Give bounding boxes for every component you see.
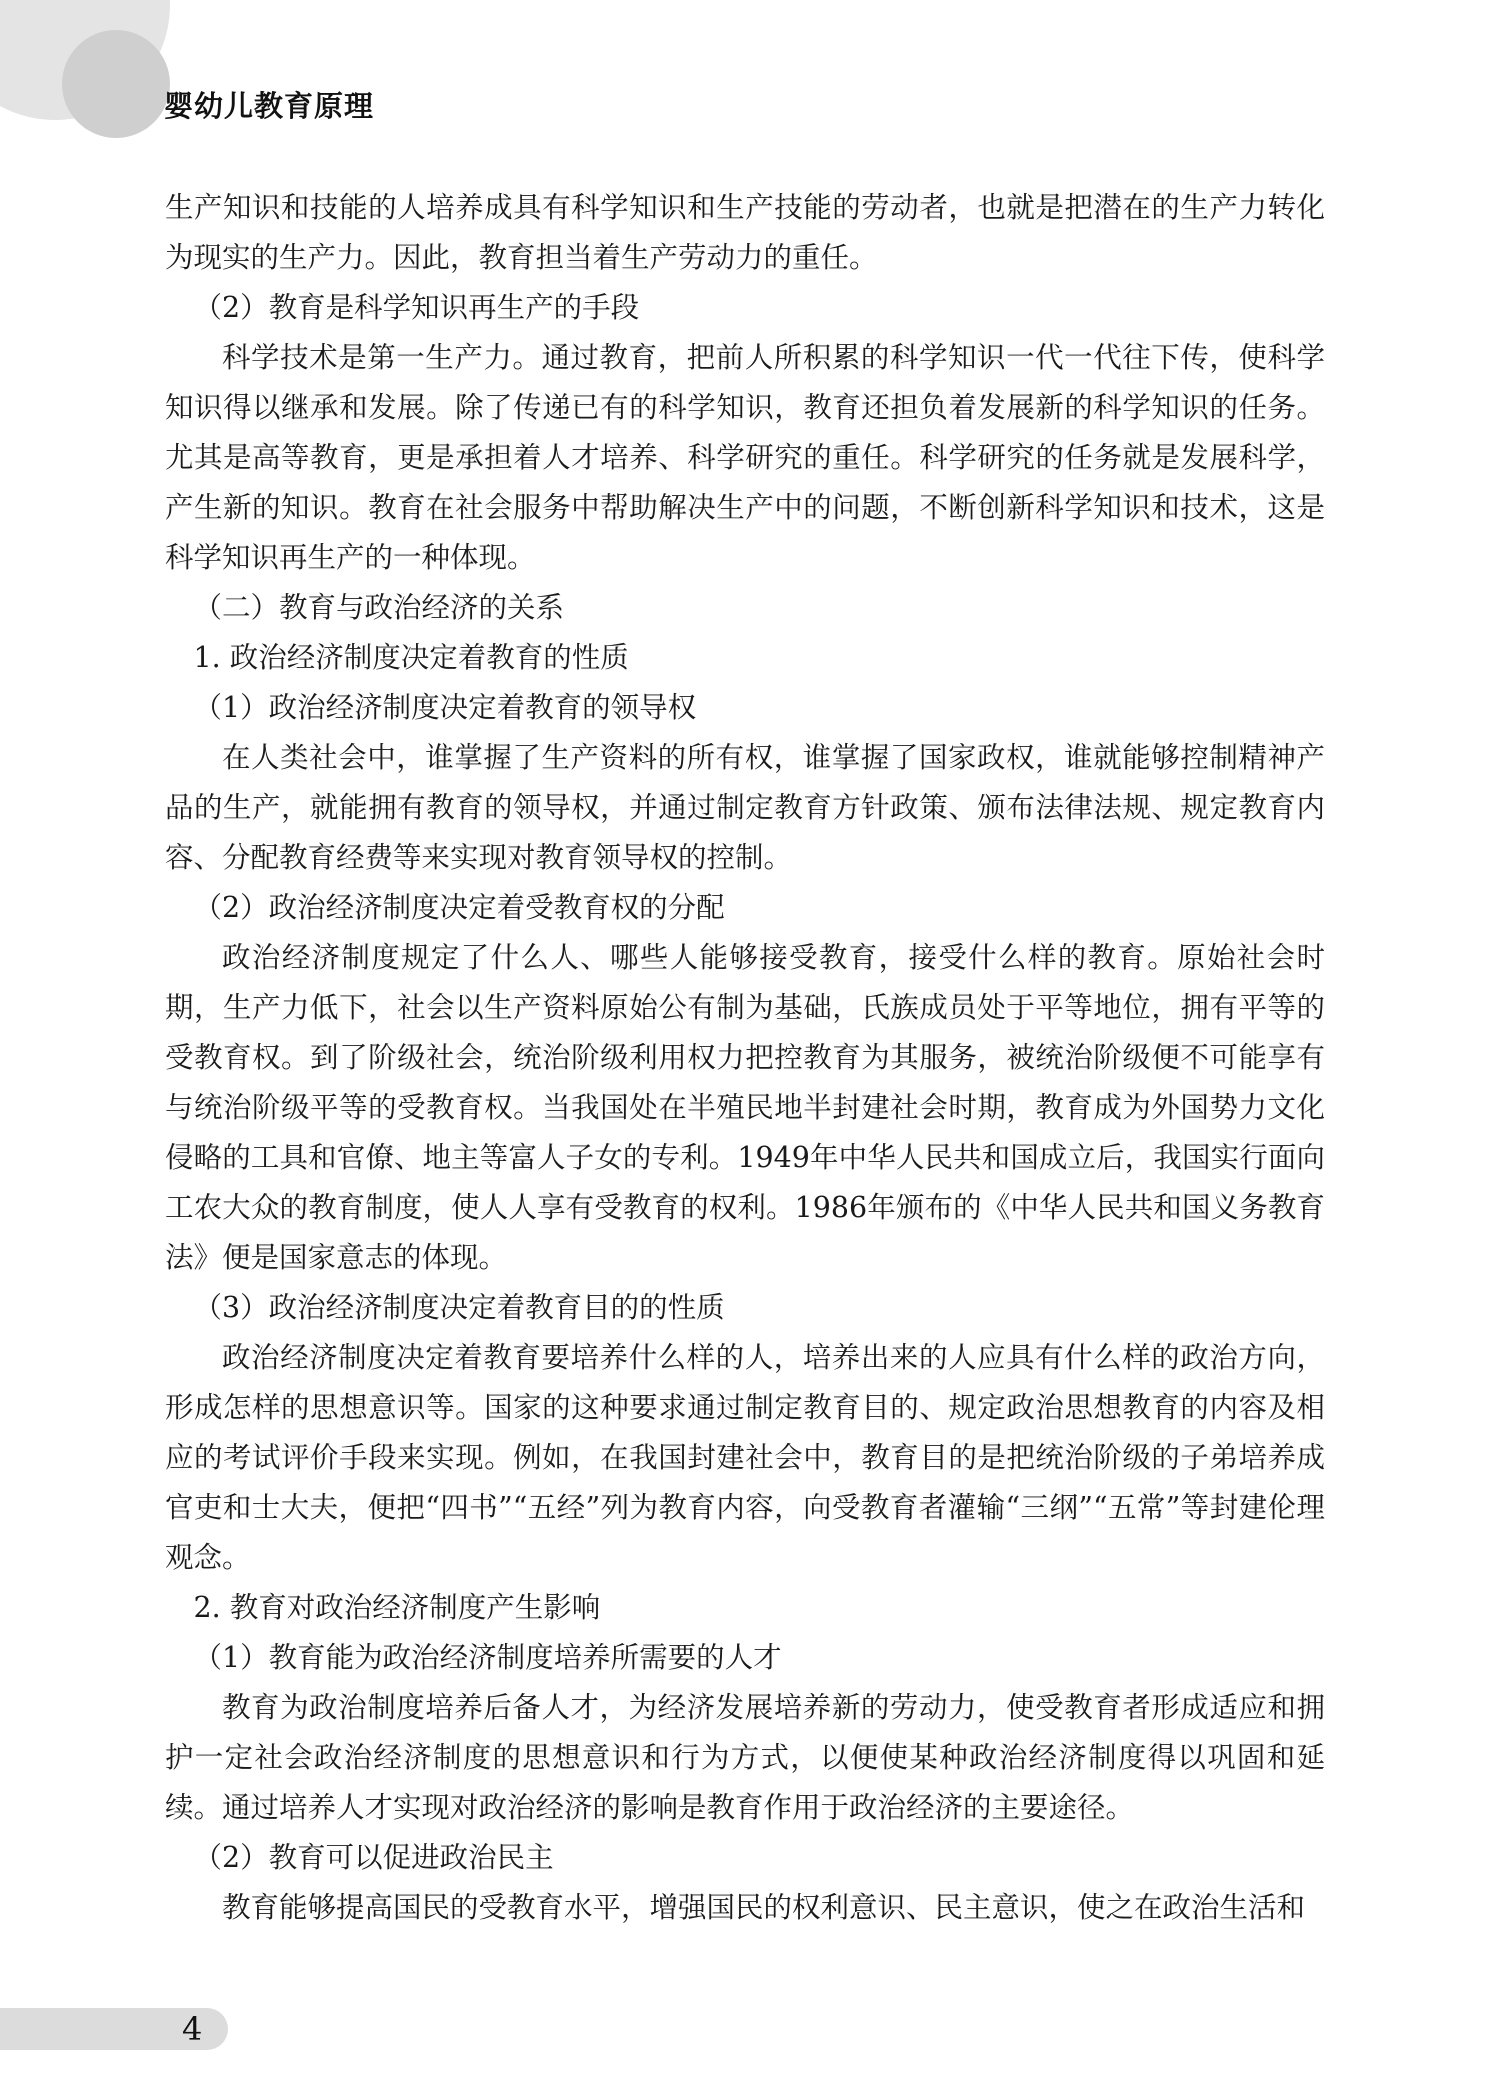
subsection-heading: （1）教育能为政治经济制度培养所需要的人才	[193, 1641, 782, 1674]
subsection-heading: （2）教育是科学知识再生产的手段	[193, 291, 640, 324]
body-paragraph: 教育能够提高国民的受教育水平，增强国民的权利意识、民主意识，使之在政治生活和	[222, 1891, 1306, 1924]
paragraph-continued: 生产知识和技能的人培养成具有科学知识和生产技能的劳动者，也就是把潜在的生产力转化为现实的生产力。因此，教育担当着生产劳动力的重任。	[165, 191, 1325, 274]
body-paragraph: 教育为政治制度培养后备人才，为经济发展培养新的劳动力，使受教育者形成适应和拥护一定社会政治经济制度的思想意识和行为方式，以便使某种政治经济制度得以巩固和延续。通过培养人才实现对政治经济的影响是教育作用于政治经济的主要途径。	[165, 1691, 1325, 1824]
subsection-heading: （2）教育可以促进政治民主	[193, 1841, 554, 1874]
numbered-heading: 1. 政治经济制度决定着教育的性质	[193, 641, 629, 674]
body-paragraph: 政治经济制度决定着教育要培养什么样的人，培养出来的人应具有什么样的政治方向，形成怎样的思想意识等。国家的这种要求通过制定教育目的、规定政治思想教育的内容及相应的考试评价手段来实现。例如，在我国封建社会中，教育目的是把统治阶级的子弟培养成官吏和士大夫，便把“四书”“五经”列为教育内容，向受教育者灌输“三纲”“五常”等封建伦理观念。	[165, 1341, 1325, 1574]
subsection-heading: （3）政治经济制度决定着教育目的的性质	[193, 1291, 725, 1324]
decorative-circle-small	[62, 30, 170, 138]
running-header-title: 婴幼儿教育原理	[164, 89, 375, 123]
body-paragraph: 政治经济制度规定了什么人、哪些人能够接受教育，接受什么样的教育。原始社会时期，生产力低下，社会以生产资料原始公有制为基础，氏族成员处于平等地位，拥有平等的受教育权。到了阶级社会，统治阶级利用权力把控教育为其服务，被统治阶级便不可能享有与统治阶级平等的受教育权。当我国处在半殖民地半封建社会时期，教育成为外国势力文化侵略的工具和官僚、地主等富人子女的专利。1949年中华人民共和国成立后，我国实行面向工农大众的教育制度，使人人享有受教育的权利。1986年颁布的《中华人民共和国义务教育法》便是国家意志的体现。	[165, 941, 1325, 1274]
body-paragraph: 科学技术是第一生产力。通过教育，把前人所积累的科学知识一代一代往下传，使科学知识得以继承和发展。除了传递已有的科学知识，教育还担负着发展新的科学知识的任务。尤其是高等教育，更是承担着人才培养、科学研究的重任。科学研究的任务就是发展科学，产生新的知识。教育在社会服务中帮助解决生产中的问题，不断创新科学知识和技术，这是科学知识再生产的一种体现。	[165, 341, 1325, 574]
section-heading: （二）教育与政治经济的关系	[193, 591, 565, 624]
body-paragraph: 在人类社会中，谁掌握了生产资料的所有权，谁掌握了国家政权，谁就能够控制精神产品的生产，就能拥有教育的领导权，并通过制定教育方针政策、颁布法律法规、规定教育内容、分配教育经费等来实现对教育领导权的控制。	[165, 741, 1325, 874]
page-body	[165, 183, 1325, 1933]
page-number: 4	[182, 2010, 203, 2048]
numbered-heading: 2. 教育对政治经济制度产生影响	[193, 1591, 601, 1624]
subsection-heading: （1）政治经济制度决定着教育的领导权	[193, 691, 697, 724]
subsection-heading: （2）政治经济制度决定着受教育权的分配	[193, 891, 725, 924]
